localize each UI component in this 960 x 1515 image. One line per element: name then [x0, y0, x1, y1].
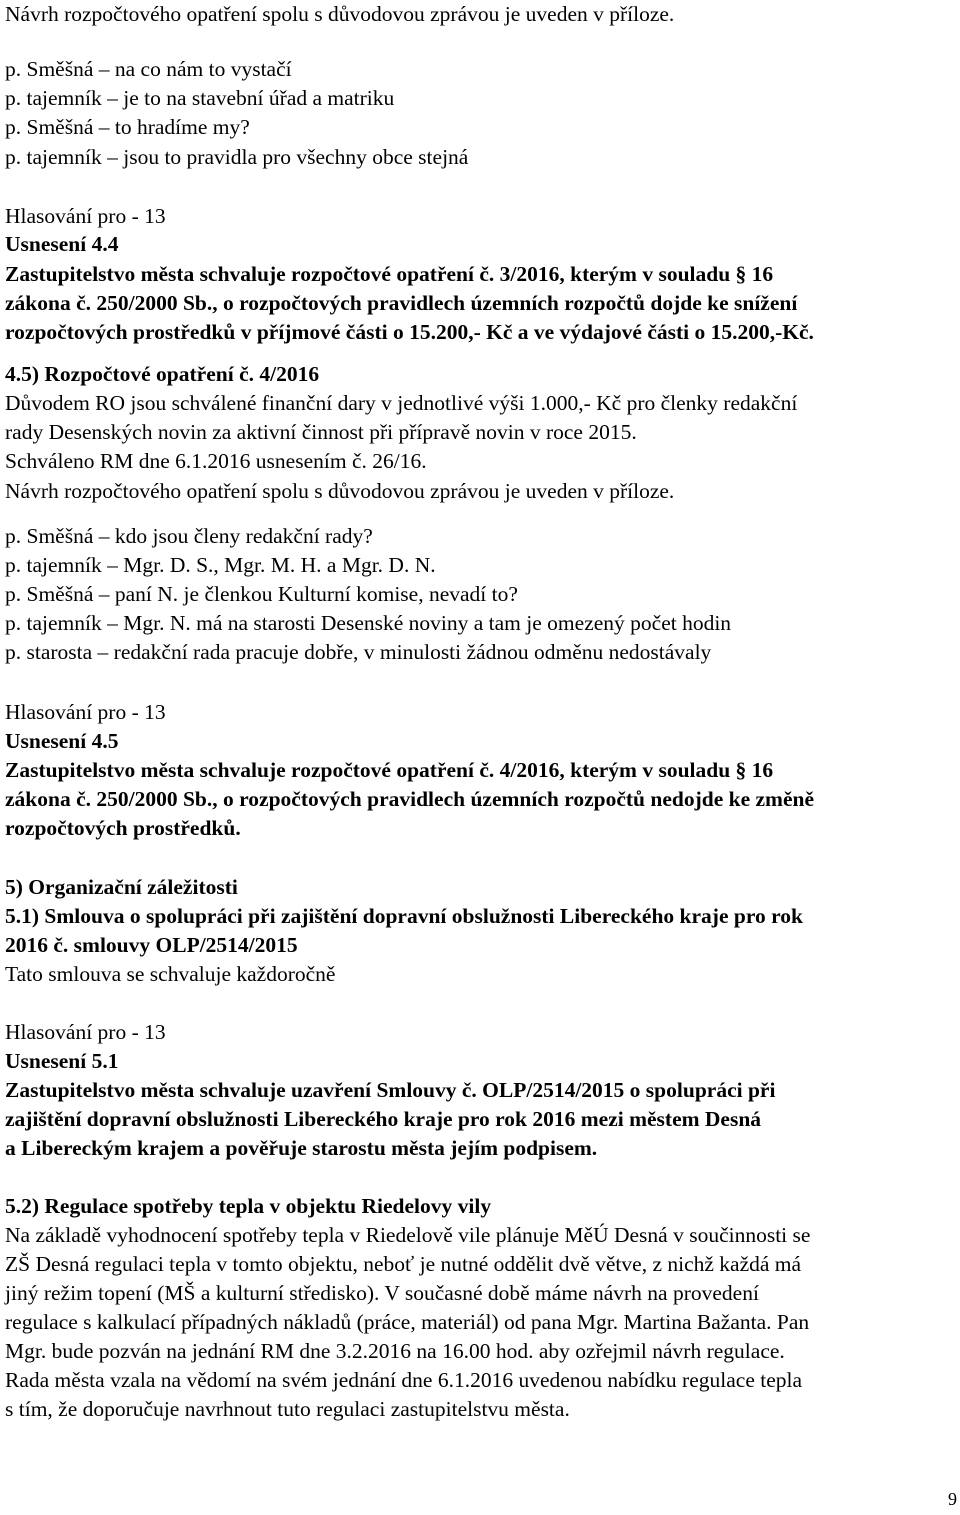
text-line: regulace s kalkulací případných nákladů (práce, materiál) od pana Mgr. Martina Bažanta. Pan [5, 1310, 810, 1334]
resolution-text: Zastupitelstvo města schvaluje uzavření Smlouvy č. OLP/2514/2015 o spolupráci při [5, 1078, 776, 1102]
text-line: Mgr. bude pozván na jednání RM dne 3.2.2016 na 16.00 hod. aby ozřejmil návrh regulace. [5, 1339, 785, 1363]
section-heading: 4.5) Rozpočtové opatření č. 4/2016 [5, 362, 320, 386]
section-heading: 5) Organizační záležitosti [5, 875, 238, 899]
text-line: Návrh rozpočtového opatření spolu s důvodovou zprávou je uveden v příloze. [5, 479, 675, 503]
text-line: p. tajemník – Mgr. N. má na starosti Desenské noviny a tam je omezený počet hodin [5, 611, 732, 635]
voting-result: Hlasování pro - 13 [5, 700, 166, 724]
page-number: 9 [948, 1489, 957, 1509]
text-line: jiný režim topení (MŠ a kulturní středisko). V současné době máme návrh na provedení [5, 1281, 759, 1305]
text-line: p. starosta – redakční rada pracuje dobře, v minulosti žádnou odměnu nedostávaly [5, 640, 712, 664]
voting-result: Hlasování pro - 13 [5, 1020, 166, 1044]
text-line: Rada města vzala na vědomí na svém jednání dne 6.1.2016 uvedenou nabídku regulace tepla [5, 1368, 803, 1392]
text-line: p. tajemník – je to na stavební úřad a matriku [5, 86, 395, 110]
text-line: p. Směšná – paní N. je členkou Kulturní komise, nevadí to? [5, 582, 518, 606]
resolution-heading: Usnesení 5.1 [5, 1049, 119, 1073]
resolution-text: zákona č. 250/2000 Sb., o rozpočtových pravidlech územních rozpočtů dojde ke snížení [5, 291, 798, 315]
text-line: Schváleno RM dne 6.1.2016 usnesením č. 26/16. [5, 449, 427, 473]
resolution-text: a Libereckým krajem a pověřuje starostu města jejím podpisem. [5, 1136, 598, 1160]
text-line: rady Desenských novin za aktivní činnost při přípravě novin v roce 2015. [5, 420, 637, 444]
text-line: p. Směšná – kdo jsou členy redakční rady? [5, 524, 373, 548]
subsection-heading: 5.2) Regulace spotřeby tepla v objektu Riedelovy vily [5, 1194, 492, 1218]
resolution-text: zajištění dopravní obslužnosti Libereckého kraje pro rok 2016 mezi městem Desná [5, 1107, 762, 1131]
text-line: p. Směšná – na co nám to vystačí [5, 57, 292, 81]
text-line: s tím, že doporučuje navrhnout tuto regulaci zastupitelstvu města. [5, 1397, 570, 1421]
resolution-heading: Usnesení 4.5 [5, 729, 119, 753]
text-line: ZŠ Desná regulaci tepla v tomto objektu, neboť je nutné oddělit dvě větve, z nichž každá má [5, 1252, 802, 1276]
text-line: Důvodem RO jsou schválené finanční dary v jednotlivé výši 1.000,- Kč pro členky redakční [5, 391, 798, 415]
subsection-heading: 2016 č. smlouvy OLP/2514/2015 [5, 933, 298, 957]
text-line: Na základě vyhodnocení spotřeby tepla v Riedelově vile plánuje MěÚ Desná v součinnosti se [5, 1223, 811, 1247]
text-line: p. tajemník – jsou to pravidla pro všechny obce stejná [5, 145, 469, 169]
resolution-text: Zastupitelstvo města schvaluje rozpočtové opatření č. 3/2016, kterým v souladu § 16 [5, 262, 774, 286]
text-line: Tato smlouva se schvaluje každoročně [5, 962, 336, 986]
resolution-text: rozpočtových prostředků. [5, 816, 241, 840]
resolution-text: zákona č. 250/2000 Sb., o rozpočtových pravidlech územních rozpočtů nedojde ke změně [5, 787, 815, 811]
text-line: p. Směšná – to hradíme my? [5, 115, 250, 139]
subsection-heading: 5.1) Smlouva o spolupráci při zajištění dopravní obslužnosti Libereckého kraje pro rok [5, 904, 803, 928]
text-line: p. tajemník – Mgr. D. S., Mgr. M. H. a Mgr. D. N. [5, 553, 436, 577]
resolution-text: rozpočtových prostředků v příjmové části o 15.200,- Kč a ve výdajové části o 15.200,-Kč. [5, 320, 814, 344]
voting-result: Hlasování pro - 13 [5, 204, 166, 228]
resolution-heading: Usnesení 4.4 [5, 232, 119, 256]
text-line: Návrh rozpočtového opatření spolu s důvodovou zprávou je uveden v příloze. [5, 2, 675, 26]
resolution-text: Zastupitelstvo města schvaluje rozpočtové opatření č. 4/2016, kterým v souladu § 16 [5, 758, 774, 782]
